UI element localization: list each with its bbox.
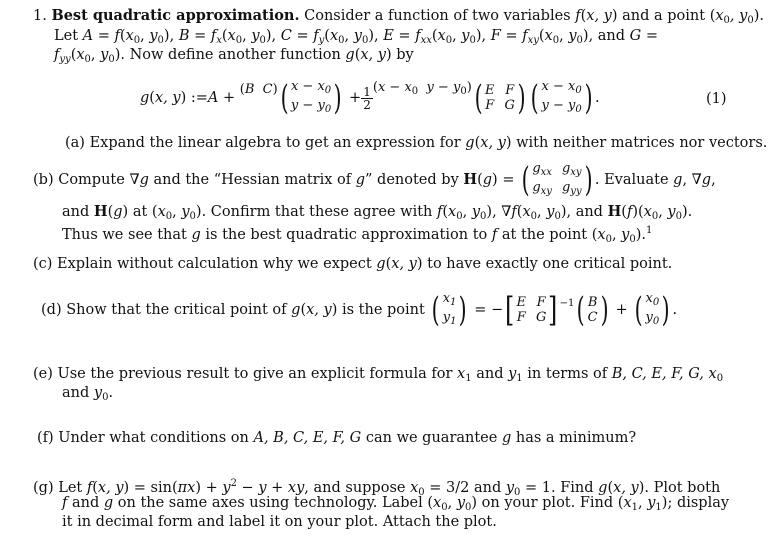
hessian-matrix-efg: ( E F F G ): [474, 78, 526, 118]
hessian-g-matrix: ( $g_{xx}$ $g_{xy}$ $g_{xy}$ $g_{yy}$ ): [521, 160, 593, 200]
row-vector-bc: ( B C ): [239, 82, 278, 97]
intro-line-2: Let $A = f(x_0$, $y_0$), $B = f_x(x_0$, $y_0$), $C = f_y(x_0$, $y_0$), $E = f_{xx}(x_0$, $y_0$), $F = f_{xy}(x_0$, $y_0$), and G =: [54, 28, 659, 46]
part-a-label: (a): [65, 135, 85, 151]
inverse-hessian: [ E F F G ] $^{-1}$: [505, 290, 575, 330]
part-f: (f) Under what conditions on A, B, C, E, F, G can we guarantee g has a minimum?: [37, 430, 637, 446]
part-g-line-1: (g) Let f(x, $y) = \sin(\pi x) + y^2 - y$ + xy, and suppose $x_0 = 3/2$ and $y_0 = 1$. Find g(x, y). Plot both: [33, 478, 721, 498]
intro-line-1: Consider a function of two variables f(x, y) and a point ($x_0$, $y_0$).: [304, 8, 764, 26]
part-e-label: (e): [33, 366, 53, 382]
problem-title: Best quadratic approximation.: [51, 7, 300, 24]
footnote-marker: 1: [646, 225, 653, 236]
part-c: (c) Explain without calculation why we expect g(x, y) to have exactly one critical point.: [33, 256, 673, 272]
part-d: (d) Show that the critical point of g ( x, y ) is the point ( $x_1$ $y_1$ ) = − [ E F F G ] $^{-1}$ ( B C ) + ( $x_0$ $y_0$ ) .: [41, 290, 678, 330]
part-b-line-3: Thus we see that g is the best quadratic approximation to f at the point ($x_0$, $y_0).^1$: [62, 225, 653, 245]
part-g-line-3: it in decimal form and label it on your plot. Attach the plot.: [62, 514, 497, 530]
one-half: $\frac{1}{2}$: [363, 84, 371, 112]
part-a: (a) Expand the linear algebra to get an expression for g(x, y) with neither matrices nor vectors.: [65, 135, 768, 151]
part-b-label: (b): [33, 172, 54, 188]
part-g-label: (g): [33, 479, 54, 496]
part-c-label: (c): [33, 256, 53, 272]
equation-number: (1): [706, 91, 727, 107]
part-g-line-2: f and g on the same axes using technology. Label ($x_0$, $y_0$) on your plot. Find ($x_1$, $y_1$); display: [62, 495, 730, 513]
part-e-line-1: (e) Use the previous result to give an explicit formula for $x_1$ and $y_1$ in terms of B, C, E, F, G, $x_0$: [33, 366, 724, 384]
column-vector-dx: ( $x - x_0$ $y - y_0$ ): [280, 78, 342, 118]
part-e-line-2: and $y_0$.: [62, 385, 114, 403]
gradient-vector-bc: ( B C ): [577, 290, 609, 330]
intro-line-3: $f_{yy}(x_0$, $y_0$). Now define another function g(x, y) by: [54, 47, 414, 65]
equation-1: g ( x, y ) := A + ( B C ) ( $x - x_0$ $y - y_0$ ) + $\frac{1}{2}$ ($x - x_0$ $y - y_0$) ( E F F G ) ( $x - x_0$ $y - y_0$ ) .: [140, 78, 600, 118]
problem-number: 1.: [33, 8, 47, 24]
row-vector-dx: ($x - x_0$ $y - y_0$): [372, 80, 472, 97]
part-b-line-1: (b) Compute ∇g and the “Hessian matrix of g ” denoted by H ( g ) = ( $g_{xx}$ $g_{xy}$ $g_{xy}$ $g_{yy}$ ) . Evaluate g , ∇ g ,: [33, 160, 716, 200]
part-f-label: (f): [37, 430, 54, 446]
critical-point-vector: ( $x_1$ $y_1$ ): [432, 290, 468, 330]
part-b-line-2: and H(g) at ($x_0$, $y_0$). Confirm that these agree with $f(x_0$, $y_0$), $\nabla f(x_0$, $y_0$), and $H(f)(x_0$, $y_0$).: [62, 203, 693, 222]
part-d-label: (d): [41, 302, 62, 318]
column-vector-dx-2: ( $x - x_0$ $y - y_0$ ): [530, 78, 593, 118]
base-point-vector: ( $x_0$ $y_0$ ): [634, 290, 670, 330]
